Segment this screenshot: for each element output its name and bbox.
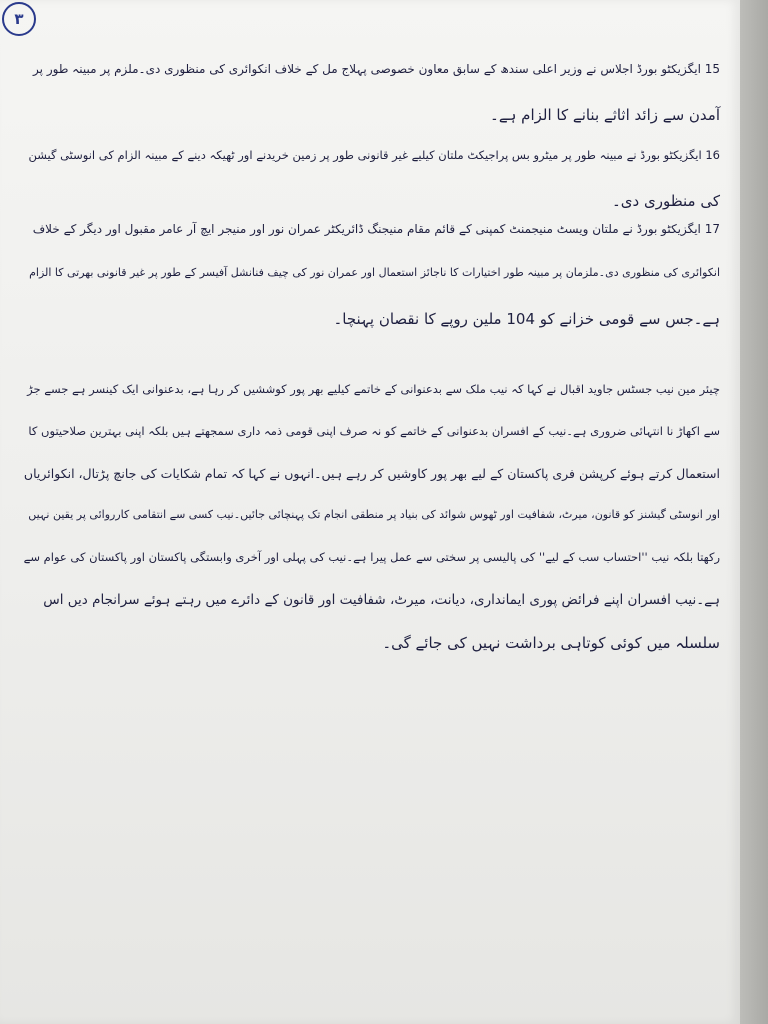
- chairman-paragraph: [24, 382, 720, 682]
- text-line: انکوائری کی منظوری دی۔ملزمان پر مبینہ طور اختیارات کا ناجائز استعمال اور عمران نور کی چیف فنانشل آفیسر کے طور پر غیر قانونی بھرتی کا الزام: [29, 266, 720, 279]
- text-line: آمدن سے زائد اثاثے بنانے کا الزام ہے۔: [490, 106, 720, 124]
- text-line: 17 ایگزیکٹو بورڈ نے ملتان ویسٹ منیجمنٹ کمپنی کے قائم مقام منیجنگ ڈائریکٹر عمران نور اور منیجر ایچ آر عامر مقبول اور دیگر کے خلاف: [32, 222, 720, 236]
- text-line: سلسلہ میں کوئی کوتاہی برداشت نہیں کی جائے گی۔: [382, 634, 720, 652]
- item-15: [24, 62, 720, 152]
- page-number: ۳: [14, 10, 24, 28]
- background-surface: [740, 0, 768, 1024]
- text-line: ہے۔نیب افسران اپنے فرائض پوری ایمانداری، دیانت، میرٹ، شفافیت اور قانون کے دائرے میں رہتے ہوئے سرانجام دیں اس: [43, 592, 720, 608]
- text-line: استعمال کرتے ہوئے کرپشن فری پاکستان کے لیے بھر پور کاوشیں کر رہے ہیں۔انہوں نے کہا کہ تمام شکایات کی جانچ پڑتال، انکوائریاں: [23, 466, 720, 481]
- item-16: [24, 148, 720, 228]
- text-line: 16 ایگزیکٹو بورڈ نے مبینہ طور پر میٹرو بس پراجیکٹ ملتان کیلیے غیر قانونی طور پر زمین خریدنے اور ٹھیکہ دینے کے مبینہ الزام کی انوسٹی گیشن: [28, 148, 720, 162]
- text-line: سے اکھاڑ نا انتہائی ضروری ہے۔نیب کے افسران بدعنوانی کے خاتمے کو نہ صرف اپنی قومی ذمہ داری سمجھتے ہیں بلکہ اپنی بہترین صلاحیتوں کا: [28, 424, 720, 438]
- page-number-circle: [2, 2, 36, 36]
- text-line: کی منظوری دی۔: [612, 192, 720, 210]
- item-17: [24, 222, 720, 342]
- text-line: ہے۔جس سے قومی خزانے کو 104 ملین روپے کا نقصان پہنچا۔: [333, 310, 720, 328]
- text-line: اور انوسٹی گیشنز کو قانون، میرٹ، شفافیت اور ٹھوس شوائد کی بنیاد پر منطقی انجام تک پہنچائی جائیں۔نیب کسی سے انتقامی کارروائی پر یقین نہیں: [28, 508, 720, 521]
- text-line: رکھتا بلکہ نیب ''احتساب سب کے لیے'' کی پالیسی پر سختی سے عمل پیرا ہے۔نیب کی پہلی اور آخری وابستگی پاکستان اور پاکستان کی عوام سے: [23, 550, 720, 564]
- text-line: چیئر مین نیب جسٹس جاوید اقبال نے کہا کہ نیب ملک سے بدعنوانی کے خاتمے کیلیے بھر پور کوششیں کر رہا ہے، بدعنوانی ایک کینسر ہے جسے جڑ: [27, 382, 720, 396]
- text-line: 15 ایگزیکٹو بورڈ اجلاس نے وزیر اعلی سندھ کے سابق معاون خصوصی پہلاج مل کے خلاف انکوائری کی منظوری دی۔ملزم پر مبینہ طور پر: [33, 62, 720, 76]
